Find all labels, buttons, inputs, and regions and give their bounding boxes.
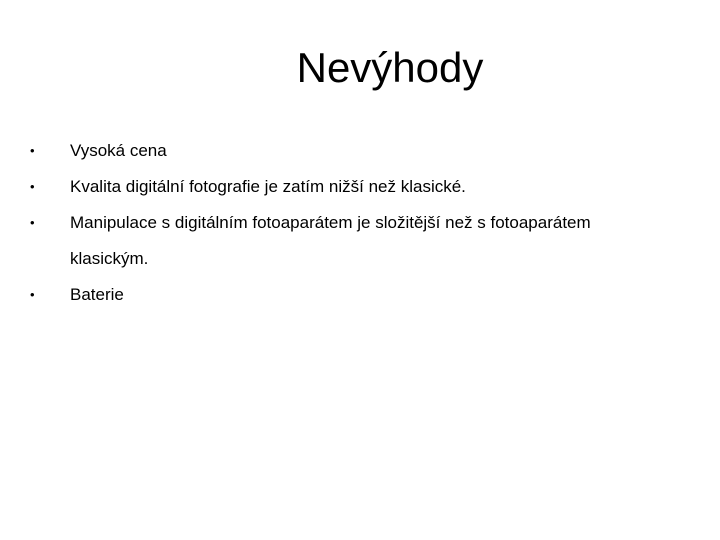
bullet-dot-icon: • <box>30 143 35 158</box>
slide-title: Nevýhody <box>296 44 484 91</box>
bullet-item <box>30 205 690 277</box>
bullet-text <box>70 277 690 313</box>
bullet-item <box>30 169 690 205</box>
bullet-line: Vysoká cena <box>70 141 167 160</box>
bullet-line: klasickým. <box>70 249 149 268</box>
bullet-list <box>30 133 690 313</box>
bullet-line: Kvalita digitální fotografie je zatím nižší než klasické. <box>70 177 466 196</box>
bullet-item <box>30 133 690 169</box>
bullet-dot-icon: • <box>30 215 35 230</box>
bullet-line: Baterie <box>70 285 124 304</box>
bullet-dot-icon: • <box>30 179 35 194</box>
bullet-dot-icon: • <box>30 287 35 302</box>
bullet-text <box>70 133 690 169</box>
bullet-line: Manipulace s digitálním fotoaparátem je složitější než s fotoaparátem <box>70 213 591 232</box>
bullet-text <box>70 205 690 277</box>
bullet-text <box>70 169 690 205</box>
bullet-item <box>30 277 690 313</box>
